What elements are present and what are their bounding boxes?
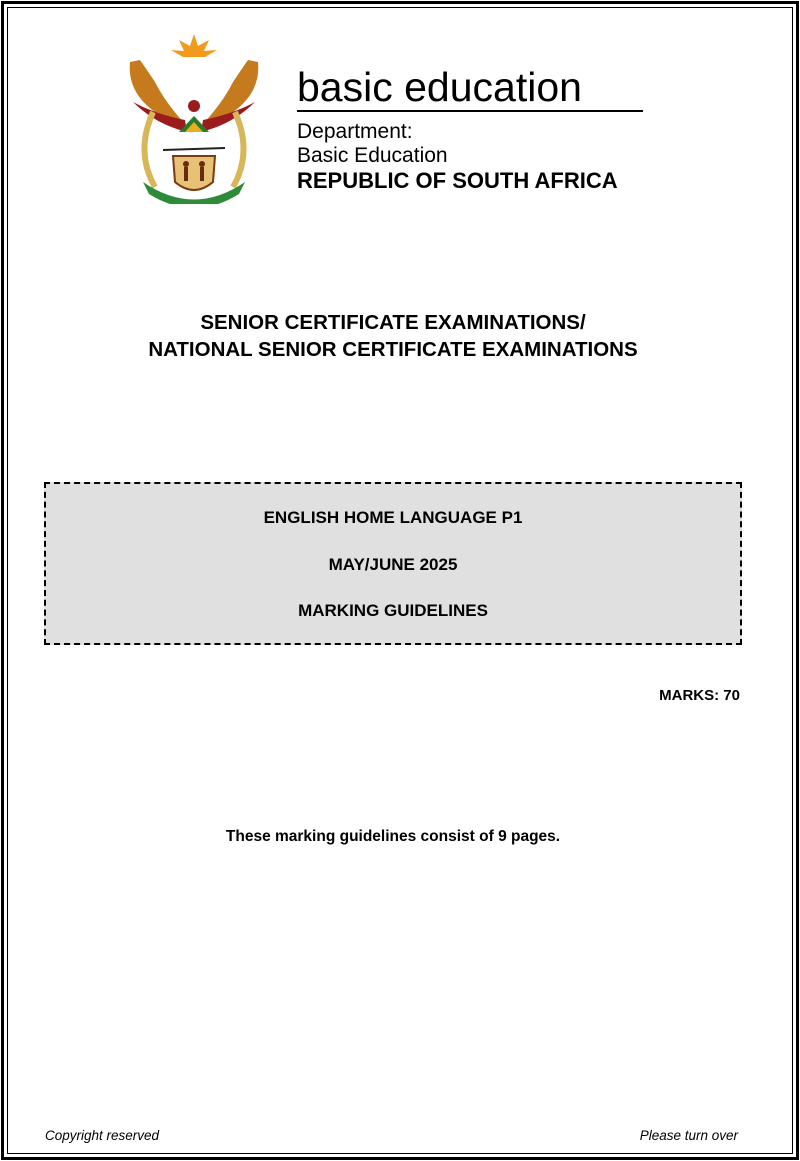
paper-info-box — [44, 482, 742, 645]
exam-titles — [0, 309, 786, 363]
coat-of-arms-logo — [125, 32, 263, 204]
exam-title-line1: SENIOR CERTIFICATE EXAMINATIONS/ — [200, 311, 586, 334]
session-title: MAY/JUNE 2025 — [328, 555, 458, 574]
footer-turn-over: Please turn over — [639, 1128, 738, 1143]
department-label — [297, 120, 448, 168]
country-name: REPUBLIC OF SOUTH AFRICA — [297, 168, 618, 193]
subject-title: ENGLISH HOME LANGUAGE P1 — [263, 508, 523, 527]
doc-type-title: MARKING GUIDELINES — [298, 601, 488, 620]
brand-underline — [297, 110, 643, 112]
total-marks: MARKS: 70 — [659, 687, 740, 704]
exam-title-line2: NATIONAL SENIOR CERTIFICATE EXAMINATIONS — [148, 338, 638, 361]
footer-copyright: Copyright reserved — [45, 1128, 160, 1143]
department-line1: Department: — [297, 120, 413, 143]
page-count-note: These marking guidelines consist of 9 pages. — [225, 828, 561, 845]
department-line2: Basic Education — [297, 144, 448, 167]
brand-name: basic education — [297, 64, 582, 110]
